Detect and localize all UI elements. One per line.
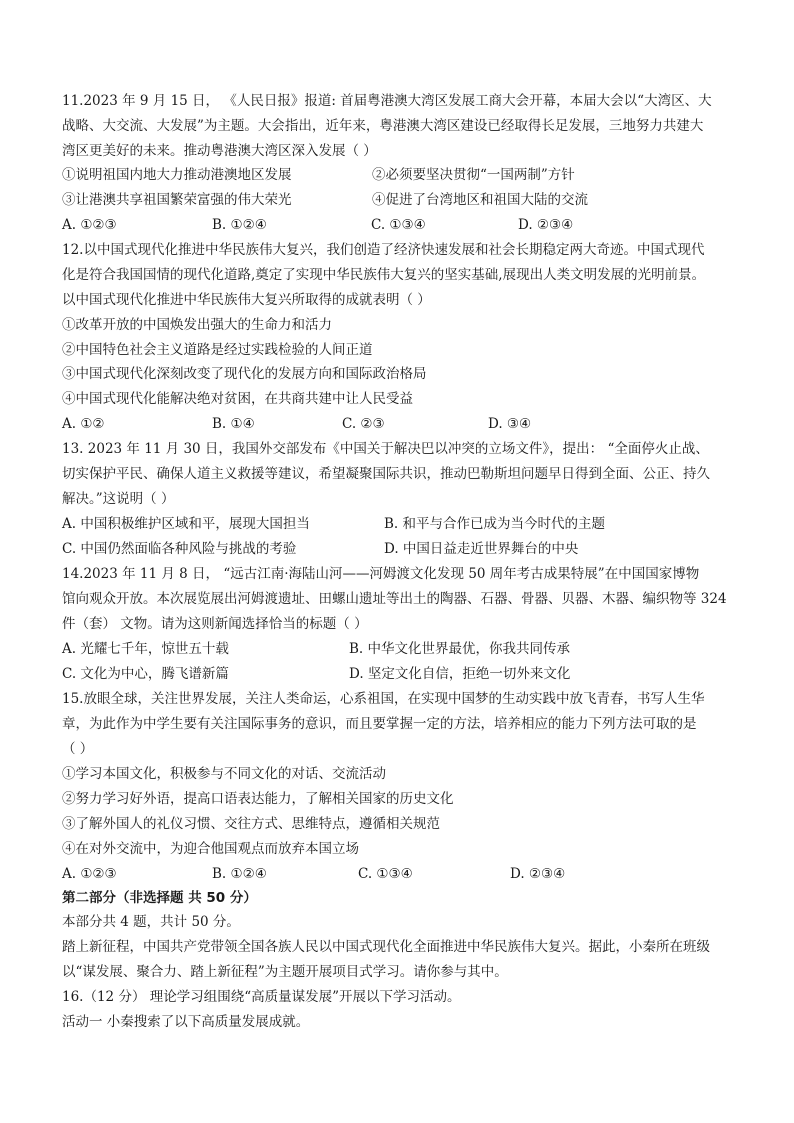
- q11-stem-line-2: 战略、大交流、大发展”为主题。大会指出，近年来，粤港澳大湾区建设已经取得长足发展，三地努力共建大: [62, 118, 704, 134]
- q14-option-c: C. 文化为中心，腾飞谱新篇: [62, 666, 229, 682]
- q11-stem-line-1: 11.2023 年 9 月 15 日， 《人民日报》报道: 首届粤港澳大湾区发展工商大会开幕，本届大会以“大湾区、大: [62, 93, 712, 109]
- q13-stem-line-1: 13. 2023 年 11 月 30 日，我国外交部发布《中国关于解决巴以冲突的立场文件》，提出： “全面停火止战、: [62, 441, 709, 457]
- q13-options-row-1: [62, 514, 742, 534]
- q14-stem-line-3: 件（套） 文物。请为这则新闻选择恰当的标题（ ）: [62, 616, 368, 632]
- q15-stem-line-1: 15.放眼全球，关注世界发展，关注人类命运，心系祖国，在实现中国梦的生动实践中放飞青春，书写人生华: [62, 691, 705, 707]
- q12-item-3: ③中国式现代化深刻改变了现代化的发展方向和国际政治格局: [62, 366, 427, 382]
- q15-item-3: ③了解外国人的礼仪习惯、交往方式、思维特点，遵循相关规范: [62, 816, 440, 832]
- q12-option-b: B. ①④: [212, 416, 255, 432]
- q12-item-2: ②中国特色社会主义道路是经过实践检验的人间正道: [62, 342, 373, 358]
- q11-item-4: ④促进了台湾地区和祖国大陆的交流: [372, 192, 588, 208]
- q15-options: [62, 864, 742, 884]
- q16-stem: 16.（12 分） 理论学习组围绕“高质量谋发展”开展以下学习活动。: [62, 989, 461, 1005]
- q14-option-d: D. 坚定文化自信，拒绝一切外来文化: [349, 666, 571, 682]
- q14-stem-line-2: 馆向观众开放。本次展览展出河姆渡遗址、田螺山遗址等出土的陶器、石器、骨器、贝器、木器、编织物等 324: [62, 591, 727, 607]
- q11-item-1: ①说明祖国内地大力推动港澳地区发展: [62, 167, 292, 183]
- q11-items-row-2: [62, 190, 742, 210]
- q15-option-a: A. ①②③: [62, 866, 117, 882]
- q11-option-b: B. ①②④: [212, 217, 267, 233]
- q12-item-1: ①改革开放的中国焕发出强大的生命力和活力: [62, 317, 332, 333]
- q14-option-a: A. 光耀七千年，惊世五十载: [62, 641, 229, 657]
- q13-option-d: D. 中国日益走近世界舞台的中央: [384, 541, 579, 557]
- q14-options-row-2: [62, 664, 742, 684]
- q12-option-d: D. ③④: [488, 416, 532, 432]
- q12-stem-line-2: 化是符合我国国情的现代化道路,奠定了实现中华民族伟大复兴的坚实基础,展现出人类文明发展的光明前景。: [62, 267, 706, 283]
- q12-stem-line-1: 12.以中国式现代化推进中华民族伟大复兴，我们创造了经济快速发展和社会长期稳定两大奇迹。中国式现代: [62, 242, 705, 258]
- q13-option-c: C. 中国仍然面临各种风险与挑战的考验: [62, 541, 297, 557]
- q13-option-b: B. 和平与合作已成为当今时代的主题: [384, 516, 606, 532]
- q12-item-4: ④中国式现代化能解决绝对贫困，在共商共建中让人民受益: [62, 391, 413, 407]
- q12-options: [62, 414, 742, 434]
- q11-option-d: D. ②③④: [518, 217, 574, 233]
- part2-context-line-2: 以“谋发展、聚合力、踏上新征程”为主题开展项目式学习。请你参与其中。: [62, 964, 508, 980]
- q12-option-a: A. ①②: [62, 416, 105, 432]
- q16-activity-1: 活动一 小秦搜索了以下高质量发展成就。: [62, 1014, 310, 1030]
- q11-item-2: ②必须要坚决贯彻“一国两制”方针: [372, 167, 575, 183]
- q15-stem-line-3: （ ）: [62, 741, 94, 757]
- part2-intro: 本部分共 4 题，共计 50 分。: [62, 914, 240, 930]
- q15-item-4: ④在对外交流中，为迎合他国观点而放弃本国立场: [62, 841, 359, 857]
- q11-item-3: ③让港澳共享祖国繁荣富强的伟大荣光: [62, 192, 292, 208]
- q15-stem-line-2: 章，为此作为中学生要有关注国际事务的意识，而且要掌握一定的方法，培养相应的能力下列方法可取的是: [62, 716, 697, 732]
- q14-option-b: B. 中华文化世界最优，你我共同传承: [349, 641, 571, 657]
- q12-option-c: C. ②③: [342, 416, 385, 432]
- q11-options: [62, 215, 742, 235]
- q12-stem-line-3: 以中国式现代化推进中华民族伟大复兴所取得的成就表明（ ）: [62, 292, 431, 308]
- q15-item-1: ①学习本国文化，积极参与不同文化的对话、交流活动: [62, 766, 386, 782]
- q15-option-d: D. ②③④: [510, 866, 566, 882]
- q11-option-a: A. ①②③: [62, 217, 117, 233]
- q13-option-a: A. 中国积极维护区域和平，展现大国担当: [62, 516, 310, 532]
- q15-item-2: ②努力学习好外语，提高口语表达能力，了解相关国家的历史文化: [62, 791, 454, 807]
- q13-stem-line-3: 解决。”这说明（ ）: [62, 491, 175, 507]
- part2-heading: 第二部分（非选择题 共 50 分）: [62, 890, 257, 906]
- q11-stem-line-3: 湾区更美好的未来。推动粤港澳大湾区深入发展（ ）: [62, 143, 377, 159]
- q11-items-row-1: [62, 165, 742, 185]
- q15-option-c: C. ①③④: [358, 866, 413, 882]
- q13-options-row-2: [62, 539, 742, 559]
- q15-option-b: B. ①②④: [212, 866, 267, 882]
- q11-option-c: C. ①③④: [371, 217, 426, 233]
- q13-stem-line-2: 切实保护平民、确保人道主义救援等建议，希望凝聚国际共识，推动巴勒斯坦问题早日得到全面、公正、持久: [62, 466, 710, 482]
- part2-context-line-1: 踏上新征程，中国共产党带领全国各族人民以中国式现代化全面推进中华民族伟大复兴。据此，小秦所在班级: [62, 939, 710, 955]
- q14-stem-line-1: 14.2023 年 11 月 8 日， “远古江南·海陆山河——河姆渡文化发现 50 周年考古成果特展”在中国国家博物: [62, 566, 700, 582]
- q14-options-row-1: [62, 639, 742, 659]
